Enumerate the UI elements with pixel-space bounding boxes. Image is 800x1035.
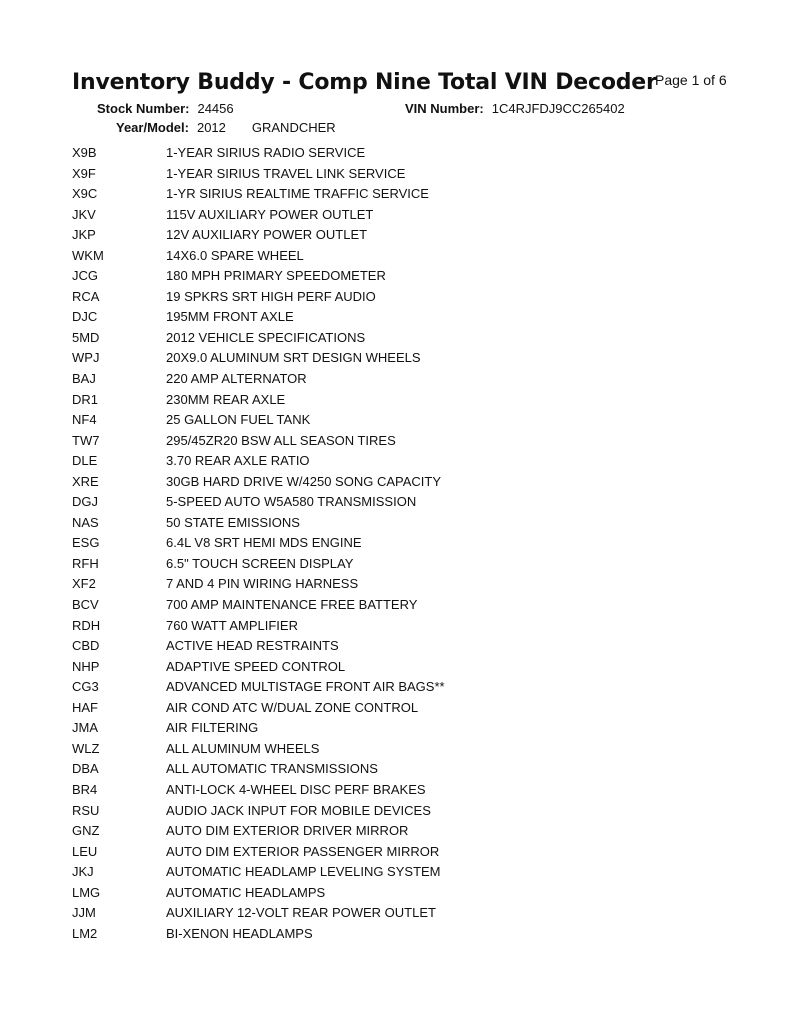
vin-number-label: VIN Number:	[405, 101, 484, 116]
list-item	[72, 451, 445, 472]
list-item	[72, 657, 445, 678]
option-description: BI-XENON HEADLAMPS	[166, 925, 313, 941]
option-description: 12V AUXILIARY POWER OUTLET	[166, 227, 368, 243]
option-code: DJC	[72, 309, 98, 325]
stock-number-value: 24456	[197, 101, 234, 116]
year-model-row	[116, 120, 336, 135]
list-item	[72, 184, 445, 205]
list-item	[72, 924, 445, 945]
option-code: DBA	[72, 761, 99, 777]
option-description: 19 SPKRS SRT HIGH PERF AUDIO	[166, 288, 376, 304]
list-item	[72, 410, 445, 431]
option-description: 220 AMP ALTERNATOR	[166, 371, 307, 387]
option-description: AUXILIARY 12-VOLT REAR POWER OUTLET	[166, 905, 436, 921]
option-code: ESG	[72, 535, 100, 551]
option-description: ADAPTIVE SPEED CONTROL	[166, 658, 346, 674]
option-description: 115V AUXILIARY POWER OUTLET	[166, 206, 374, 222]
option-description: 6.5" TOUCH SCREEN DISPLAY	[166, 555, 354, 571]
option-code: RDH	[72, 617, 101, 633]
year-value: 2012	[196, 120, 226, 135]
option-description: AIR FILTERING	[166, 720, 259, 736]
document-title: Inventory Buddy - Comp Nine Total VIN Decoder	[72, 70, 657, 95]
option-description: AUTO DIM EXTERIOR DRIVER MIRROR	[166, 823, 409, 839]
list-item	[72, 328, 445, 349]
option-description: 6.4L V8 SRT HEMI MDS ENGINE	[166, 535, 362, 551]
vin-number-value: 1C4RJFDJ9CC265402	[491, 101, 625, 116]
list-item	[72, 431, 445, 452]
stock-number-row	[97, 101, 234, 116]
option-code: XF2	[72, 576, 96, 592]
option-description: AUTOMATIC HEADLAMP LEVELING SYSTEM	[166, 864, 441, 880]
list-item	[72, 369, 445, 390]
option-code: JKP	[72, 227, 96, 243]
option-description: AUTO DIM EXTERIOR PASSENGER MIRROR	[166, 843, 440, 859]
option-code: WKM	[72, 247, 104, 263]
list-item	[72, 143, 445, 164]
list-item	[72, 533, 445, 554]
option-code: XRE	[72, 473, 99, 489]
option-description: 230MM REAR AXLE	[166, 391, 286, 407]
option-description: 180 MPH PRIMARY SPEEDOMETER	[166, 268, 386, 284]
option-description: 1-YEAR SIRIUS TRAVEL LINK SERVICE	[166, 165, 406, 181]
list-item	[72, 616, 445, 637]
list-item	[72, 513, 445, 534]
option-code: BAJ	[72, 371, 96, 387]
list-item	[72, 595, 445, 616]
option-code: X9C	[72, 186, 98, 202]
option-code: RCA	[72, 288, 100, 304]
list-item	[72, 574, 445, 595]
list-item	[72, 759, 445, 780]
option-code: DGJ	[72, 494, 98, 510]
option-description: ALL ALUMINUM WHEELS	[166, 740, 320, 756]
option-description: AUDIO JACK INPUT FOR MOBILE DEVICES	[166, 802, 431, 818]
option-code: RFH	[72, 555, 99, 571]
list-item	[72, 677, 445, 698]
option-code: JMA	[72, 720, 98, 736]
option-code: X9B	[72, 145, 97, 160]
option-description: 50 STATE EMISSIONS	[166, 514, 300, 530]
option-description: 5-SPEED AUTO W5A580 TRANSMISSION	[166, 494, 417, 510]
list-item	[72, 801, 445, 822]
list-item	[72, 903, 445, 924]
option-code: DLE	[72, 453, 98, 469]
list-item	[72, 307, 445, 328]
option-code: BR4	[72, 781, 98, 797]
option-code: JJM	[72, 905, 96, 921]
list-item	[72, 636, 445, 657]
option-description: 700 AMP MAINTENANCE FREE BATTERY	[166, 597, 418, 613]
list-item	[72, 492, 445, 513]
list-item	[72, 862, 445, 883]
option-description: ALL AUTOMATIC TRANSMISSIONS	[166, 761, 378, 777]
option-code-list	[72, 143, 445, 944]
list-item	[72, 287, 445, 308]
option-description: 195MM FRONT AXLE	[166, 309, 294, 325]
list-item	[72, 821, 445, 842]
option-code: HAF	[72, 699, 98, 715]
option-code: X9F	[72, 165, 96, 181]
list-item	[72, 348, 445, 369]
option-description: AIR COND ATC W/DUAL ZONE CONTROL	[166, 699, 419, 715]
option-description: ACTIVE HEAD RESTRAINTS	[166, 638, 339, 654]
option-description: 1-YR SIRIUS REALTIME TRAFFIC SERVICE	[166, 186, 429, 202]
option-description: 30GB HARD DRIVE W/4250 SONG CAPACITY	[166, 473, 441, 489]
list-item	[72, 698, 445, 719]
option-description: 760 WATT AMPLIFIER	[166, 617, 298, 633]
option-code: NHP	[72, 658, 100, 674]
option-description: 2012 VEHICLE SPECIFICATIONS	[166, 329, 366, 345]
option-code: CG3	[72, 679, 99, 695]
option-description: ADVANCED MULTISTAGE FRONT AIR BAGS**	[166, 679, 445, 695]
list-item	[72, 225, 445, 246]
stock-number-label: Stock Number:	[97, 101, 190, 116]
option-description: 7 AND 4 PIN WIRING HARNESS	[166, 576, 359, 592]
option-code: NF4	[72, 412, 97, 428]
option-code: LM2	[72, 925, 98, 941]
option-code: JCG	[72, 268, 98, 284]
model-value: GRANDCHER	[251, 120, 336, 135]
option-code: LEU	[72, 843, 98, 859]
list-item	[72, 164, 445, 185]
list-item	[72, 718, 445, 739]
option-code: JKJ	[72, 864, 94, 880]
option-code: GNZ	[72, 823, 100, 839]
list-item	[72, 883, 445, 904]
option-code: WPJ	[72, 350, 100, 366]
option-code: LMG	[72, 884, 101, 900]
list-item	[72, 266, 445, 287]
list-item	[72, 472, 445, 493]
option-code: RSU	[72, 802, 100, 818]
option-code: CBD	[72, 638, 100, 654]
option-code: BCV	[72, 597, 99, 613]
option-description: 1-YEAR SIRIUS RADIO SERVICE	[166, 145, 366, 160]
option-code: 5MD	[72, 329, 100, 345]
option-code: DR1	[72, 391, 99, 407]
list-item	[72, 554, 445, 575]
list-item	[72, 842, 445, 863]
list-item	[72, 246, 445, 267]
list-item	[72, 390, 445, 411]
page-indicator: Page 1 of 6	[655, 72, 727, 88]
list-item	[72, 205, 445, 226]
option-code: JKV	[72, 206, 96, 222]
year-model-label: Year/Model:	[116, 120, 189, 135]
list-item	[72, 780, 445, 801]
option-description: AUTOMATIC HEADLAMPS	[166, 884, 326, 900]
option-description: 14X6.0 SPARE WHEEL	[166, 247, 304, 263]
option-description: 25 GALLON FUEL TANK	[166, 412, 311, 428]
option-description: 20X9.0 ALUMINUM SRT DESIGN WHEELS	[166, 350, 421, 366]
option-code: NAS	[72, 514, 99, 530]
list-item	[72, 739, 445, 760]
vin-number-row	[405, 101, 625, 116]
option-code: TW7	[72, 432, 100, 448]
option-description: 3.70 REAR AXLE RATIO	[166, 453, 310, 469]
option-description: 295/45ZR20 BSW ALL SEASON TIRES	[166, 432, 396, 448]
option-description: ANTI-LOCK 4-WHEEL DISC PERF BRAKES	[166, 781, 426, 797]
option-code: WLZ	[72, 740, 100, 756]
